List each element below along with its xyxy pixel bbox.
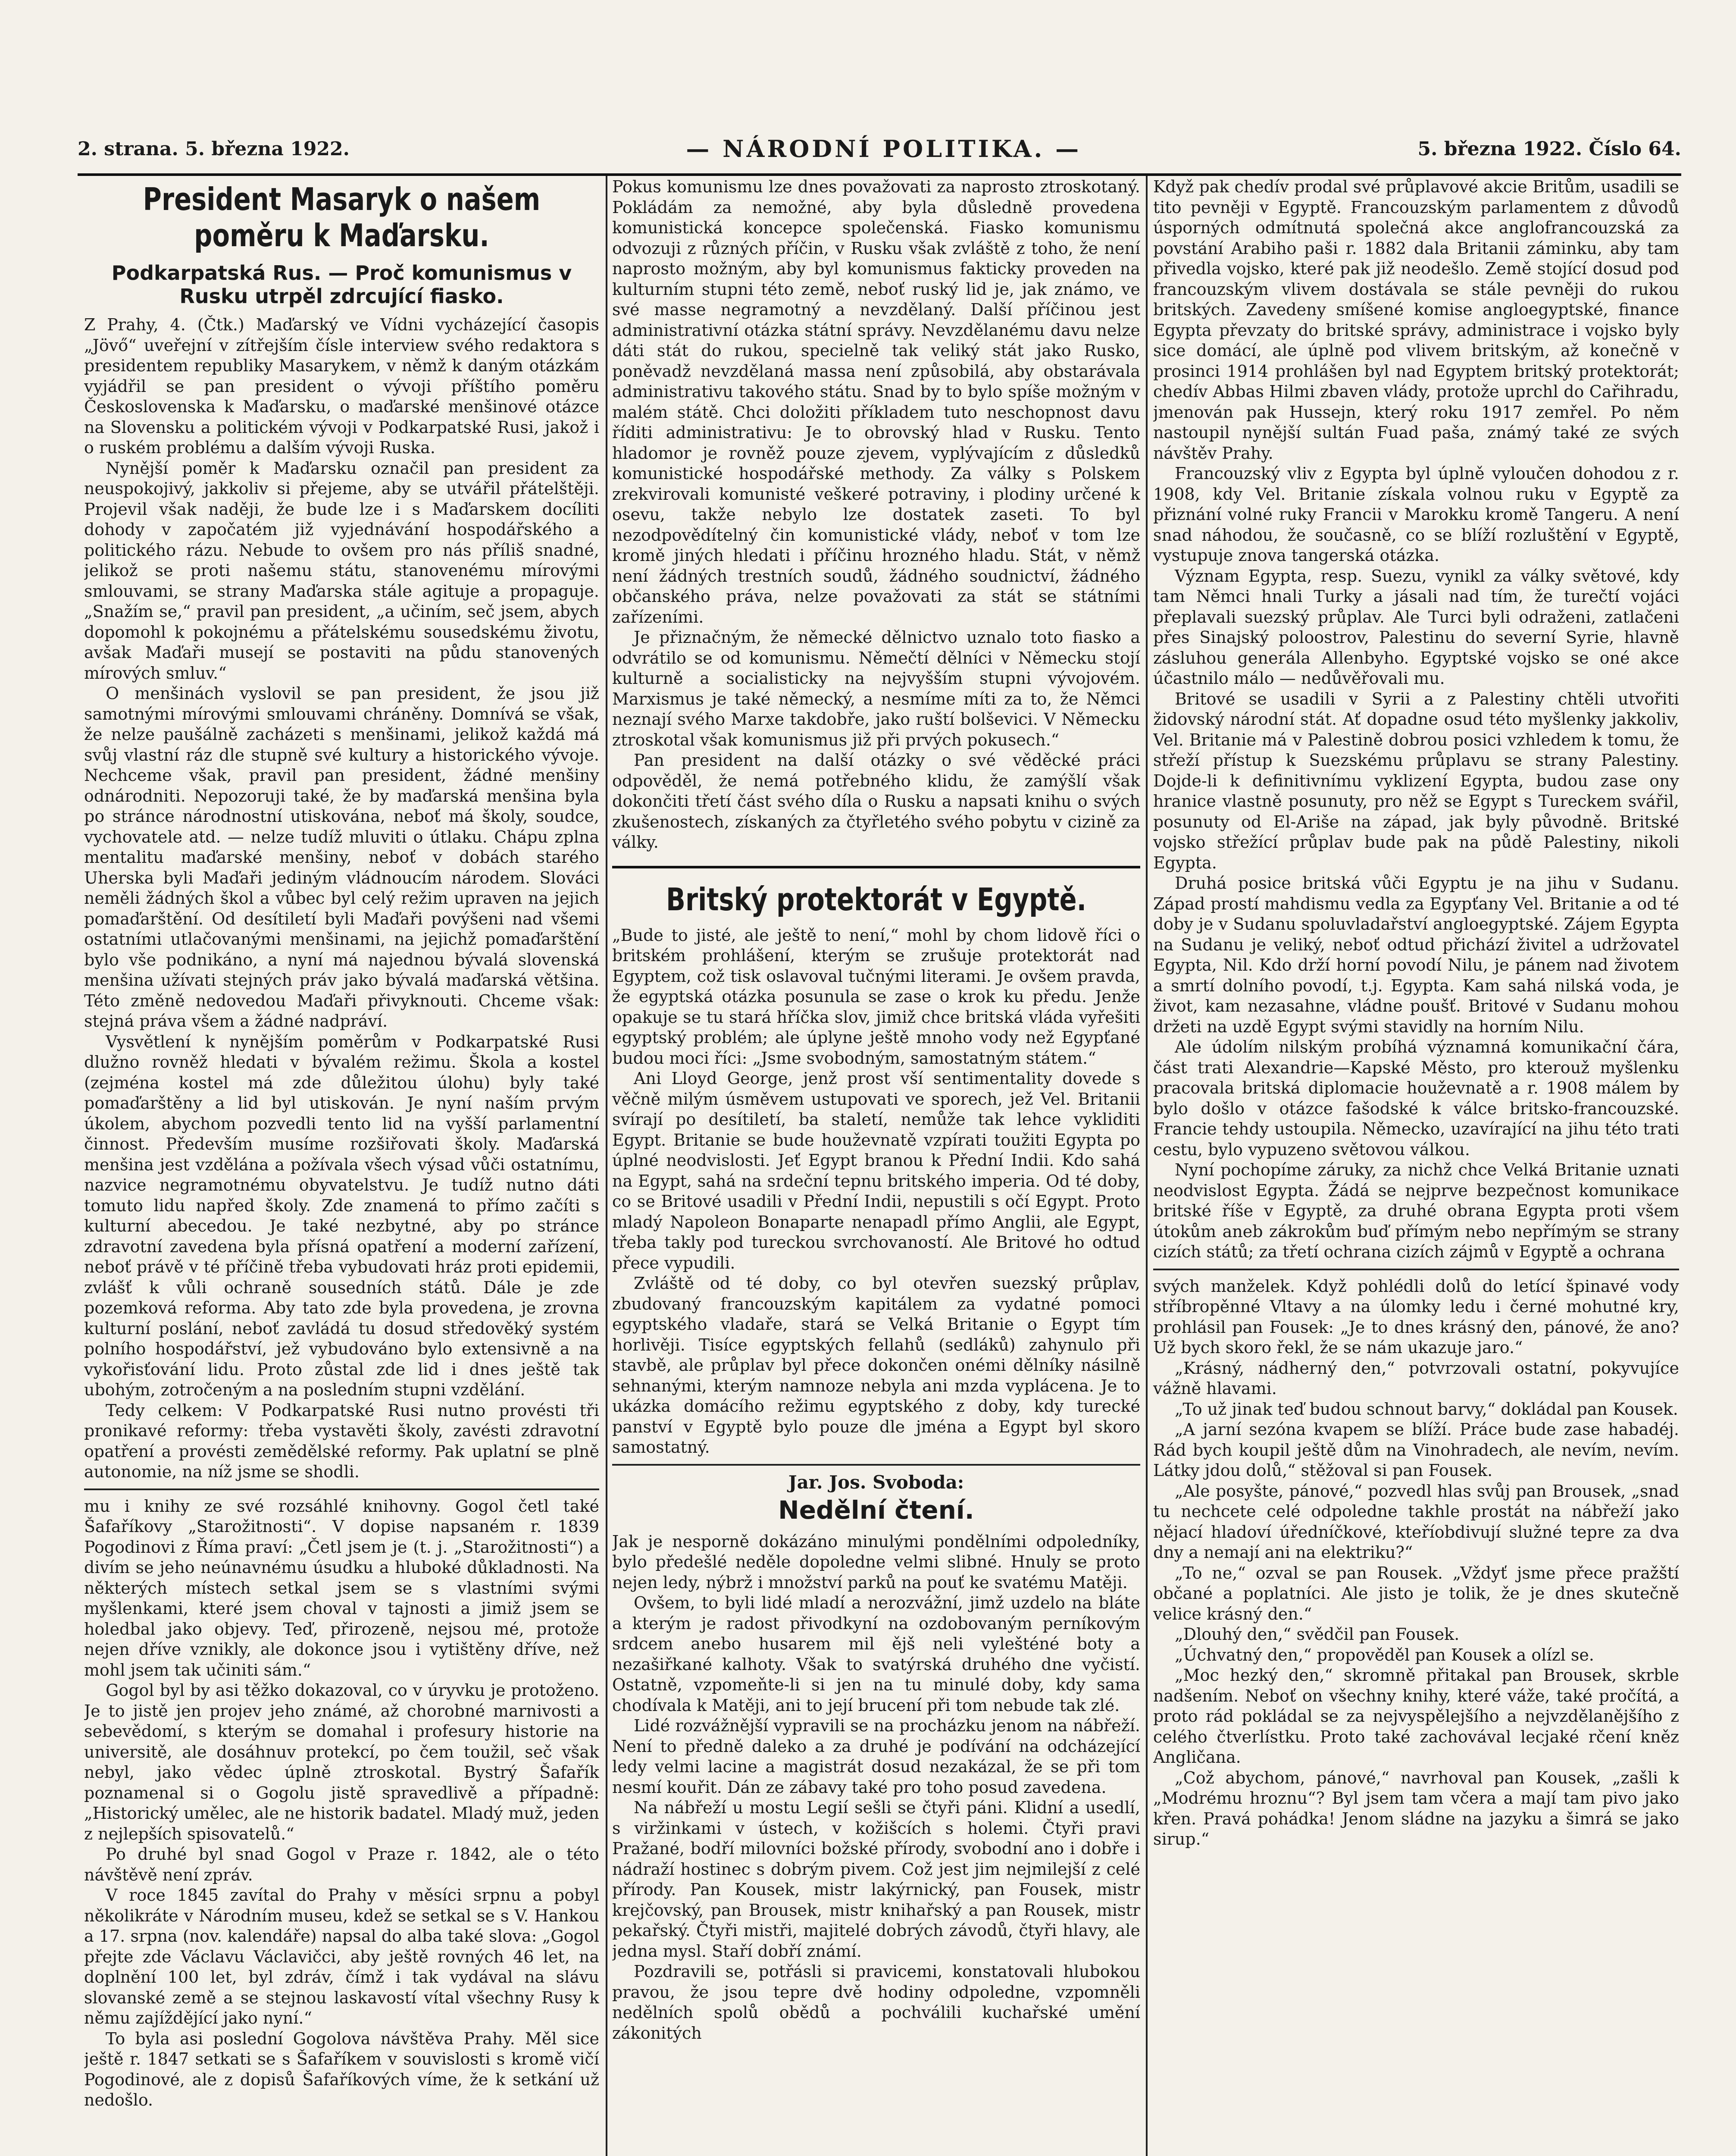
article-paragraph: Pozdravili se, potřásli si pravicemi, konstatovali hlubokou pravou, že jsou tepre dvě hodiny odpoledne, vzpomněli nedělních spolů obědů a pochválili kuchařské umění zákonitých <box>612 1962 1140 2043</box>
article-paragraph: Z Prahy, 4. (Čtk.) Maďarský ve Vídni vycházející časopis „Jövő“ uveřejní v zítřejším čísle interview svého redaktora s presidentem republiky Masarykem, v němž k daným otázkám vyjádřil se pan president o vývoji příštího poměru Československa k Maďarsku, o maďarské menšinové otázce na Slovensku a politickém vývoji v Podkarpatské Rusi, jakož i o ruském problému a dalším vývoji Ruska. <box>84 315 599 457</box>
article-paragraph: „Což abychom, pánové,“ navrhoval pan Kousek, „zašli k „Modrému hroznu“? Byl jsem tam včera a mají tam pivo jako křen. Pravá pohádka! Jenom sládne na jazyku a šimrá se jako sirup.“ <box>1153 1768 1679 1849</box>
newspaper-name: — NÁRODNÍ POLITIKA. — <box>686 135 1082 163</box>
article-title: President Masaryk o našem poměru k Maďarsku. <box>143 181 541 254</box>
article-paragraph: Francouzský vliv z Egypta byl úplně vyloučen dohodou z r. 1908, kdy Vel. Britanie získala volnou ruku v Egyptě za přiznání volné ruky Francii v Marokku kromě Tangeru. A není snad náhodou, že současně, co se blíží rozluštění v Egyptě, vystupuje znova tangerská otázka. <box>1153 464 1679 565</box>
section-rule <box>84 1489 599 1490</box>
article-title: Nedělní čtení. <box>778 1495 974 1525</box>
article-paragraph: „Moc hezký den,“ skromně přitakal pan Brousek, skrble nadšením. Neboť on všechny knihy, které váže, také pročítá, a proto rád pokládal se za nejvyspělejšího a nejvzdělanějšího z celého čtverlístku. Proto také zachovával lecjaké rčení kněz Angličana. <box>1153 1666 1679 1767</box>
article-paragraph: Druhá posice britská vůči Egyptu je na jihu v Sudanu. Západ prostí mahdismu vedla za Egypťany Vel. Britanie a od té doby je v Sudanu spoluvladařství angloegyptské. Zájem Egypta na Sudanu je veliký, neboť odtud přichází živitel a udržovatel Egypta, Nil. Kdo drží horní povodí Nilu, je pánem nad životem a smrtí dolního povodí, t.j. Egypta. Kam sahá nilská voda, je život, kam nezasahne, vládne poušť. Britové v Sudanu mohou držeti na uzdě Egypt svými stavidly na horním Nilu. <box>1153 874 1679 1036</box>
article-paragraph: mu i knihy ze své rozsáhlé knihovny. Gogol četl také Šafaříkovy „Starožitnosti“. V dopise napsaném r. 1839 Pogodinovi z Říma praví: „Četl jsem je (t. j. „Starožitnosti“) a divím se jeho neúnavnému úsudku a hluboké důkladnosti. Na některých místech setkal jsem se s vlastními svými myšlenkami, které jsem choval v tajnosti a jimiž jsem se holedbal jako objevy. Teď, přirozeně, nejsou mé, protože nejen dříve vznikly, ale dokonce jsou i vytištěny dříve, než mohl jsem tak učiniti sám.“ <box>84 1496 599 1680</box>
column-3 <box>1153 177 1679 2156</box>
article-paragraph: Britové se usadili v Syrii a z Palestiny chtěli utvořiti židovský národní stát. Ať dopadne osud této myšlenky jakkoliv, Vel. Britanie má v Palestině dobrou posici vzhledem k tomu, že střeží přístup k Suezskému průplavu se strany Palestiny. Dojde-li k definitivnímu vyklizení Egypta, budou zase ony hranice vlastně posunuty, pro něž se Egypt s Tureckem svářil, posunuty od El-Ariše na západ, jak byly původně. Britské vojsko střežící průplav bude pak na půdě Palestiny, nikoli Egypta. <box>1153 689 1679 872</box>
article-paragraph: Nyní pochopíme záruky, za nichž chce Velká Britanie uznati neodvislost Egypta. Žádá se nejprve bezpečnost komunikace britské říše v Egyptě, za druhé obrana Egypta proti všem útokům aneb zákrokům buď přímým nebo nepřímým se strany cizích států; za třetí ochrana cizích zájmů v Egyptě a ochrana <box>1153 1160 1679 1261</box>
article-paragraph: Nynější poměr k Maďarsku označil pan president za neuspokojivý, jakkoliv si přejeme, aby se utvářil přátelštěji. Projevil však naději, že bude lze i s Maďarskem docíliti dohody v započatém již vyjednávání hospodářského a politického rázu. Nebude to ovšem pro nás příliš snadné, jelikož se proti našemu státu, stanovenému mírovými smlouvami, se strany Maďarska stále agituje a propaguje. „Snažím se,“ pravil pan president, „a učiním, seč jsem, abych dopomohl k pokojnému a přátelskému sousedskému životu, avšak Maďaři musejí se postaviti na půdu stanovených mírových smluv.“ <box>84 458 599 683</box>
section-rule <box>612 1464 1140 1466</box>
article-title: Britský protektorát v Egyptě. <box>666 881 1087 918</box>
article-paragraph: „To ne,“ ozval se pan Rousek. „Vždyť jsme přece pražští občané a poplatníci. Ale jisto je tolik, že je dnes skutečně velice krásný den.“ <box>1153 1563 1679 1623</box>
section-rule <box>612 866 1140 868</box>
article-paragraph: „Ale posyšte, pánové,“ pozvedl hlas svůj pan Brousek, „snad tu nechcete celé odpoledne takhle prostát na nábřeží jako nějací hladoví úředníčkové, kteříobdivují služné tepre za dva dny a nemají ani na elektriku?“ <box>1153 1481 1679 1562</box>
column-divider <box>1146 176 1148 2156</box>
article-paragraph: O menšinách vyslovil se pan president, že jsou již samotnými mírovými smlouvami chráněny. Domnívá se však, že nelze paušálně zacházeti s menšinami, jelikož každá má svůj vlastní ráz dle stupně své kultury a historického vývoje. Nechceme však, pravil pan president, žádné menšiny odnárodniti. Nepozoruji také, že by maďarská menšina byla po stránce národnostní utiskována, neboť má školy, soudce, vychovatele atd. — nelze tudíž mluviti o útlaku. Chápu zplna mentalitu maďarské menšiny, neboť v dobách starého Uherska byli Maďaři jediným vládnoucím národem. Slováci neměli žádných škol a vůbec byl celý režim upraven na jejich pomaďarštění. Od desítiletí byli Maďaři povýšeni nad všemi ostatními utlačovanými menšinami, na jejichž pomaďarštění bylo vše podnikáno, a nyní má najednou bývalá slovenská menšina užívati stejných práv jako bývalá maďarská většina. Této změně nedovedou Maďaři přivyknouti. Chceme však: stejná práva všem a žádné nadpráví. <box>84 684 599 1031</box>
article-paragraph: Význam Egypta, resp. Suezu, vynikl za války světové, kdy tam Němci hnali Turky a jásali nad tím, že turečtí vojáci přeplavali suezský průplav. Ale Turci byli odraženi, zatlačeni přes Sinajský poloostrov, Palestinu do severní Syrie, hlavně zásluhou generála Allenbyho. Egyptské vojsko se oné akce účastnilo málo — nedůvěřovali mu. <box>1153 566 1679 688</box>
article-paragraph: Ovšem, to byli lidé mladí a nerozvážní, jimž uzdelo na bláte a kterým je radost přivodkyní na ozdobovaným perníkovým srdcem anebo husarem mil ějš neli vylešténé boty a nezašiřkané kalhoty. Však to svatýrská druhého dne vyčistí. Ostatně, vzpomeňte-li si jen na tu minulé doby, kdy sama chodívala k Matěji, ani to její brucení při tom nebude tak zlé. <box>612 1593 1140 1715</box>
article-paragraph: „A jarní sezóna kvapem se blíží. Práce bude zase habadéj. Rád bych koupil ještě dům na Vinohradech, ale nevím, nevím. Látky jdou dolů,“ stěžoval si pan Fousek. <box>1153 1420 1679 1480</box>
article-paragraph: Ani Lloyd George, jenž prost vší sentimentality dovede s věčně milým úsměvem ustupovati ve sporech, jež Vel. Britanii svírají po desítiletí, ba staletí, nemůže tak lehce vykliditi Egypt. Britanie se bude houževnatě vzpírati toužiti Egypta po úplné neodvislosti. Jeť Egypt branou k Přední Indii. Kdo sahá na Egypt, sahá na srdeční tepnu britského imperia. Od té doby, co se Britové usadili v Přední Indii, nepustili s očí Egypt. Proto mladý Napoleon Bonaparte nenapadl přímo Anglii, ale Egypt, třeba takly pod tureckou svrchovaností. Ale Britové ho odtud přece vypudili. <box>612 1069 1140 1272</box>
article-paragraph: Po druhé byl snad Gogol v Praze r. 1842, ale o této návštěvě není zpráv. <box>84 1845 599 1884</box>
column-1 <box>84 177 599 2156</box>
section-rule <box>1153 1269 1679 1270</box>
article-paragraph: Když pak chedív prodal své průplavové akcie Britům, usadili se tito pevněji v Egyptě. Francouzským parlamentem z důvodů úsporných odmítnutá společná akce anglofrancouzská za povstání Arabiho paši r. 1882 dala Britanii záminku, aby tam přivedla vojsko, které pak již neodešlo. Země stojící dosud pod francouzským vlivem dostávala se stále pevněji do rukou britských. Zavedeny smíšené komise angloegyptské, finance Egypta převzaty do britské správy, administrace i vojsko byly sice domácí, ale úplně pod vlivem britským, až konečně v prosinci 1914 prohlášen byl nad Egyptem britský protektorát; chedív Abbas Hilmi zbaven vlády, protože uprchl do Cařihradu, jmenován pak Hussejn, který roku 1917 zemřel. Po něm nastoupil nynější sultán Fuad paša, známý také ze svých návštěv Prahy. <box>1153 177 1679 463</box>
masthead-rule <box>78 173 1681 176</box>
issue-info: 5. března 1922. Číslo 64. <box>1417 138 1681 160</box>
article-paragraph: svých manželek. Když pohlédli dolů do letící špinavé vody stříbropěnné Vltavy a na úlomky ledu i černé mohutné kry, prohlásil pan Fousek: „Je to dnes krásný den, pánové, že ano? Už bych skoro řekl, že se nám ukazuje jaro.“ <box>1153 1276 1679 1357</box>
article-paragraph: „To už jinak teď budou schnout barvy,“ dokládal pan Kousek. <box>1175 1399 1678 1419</box>
article-paragraph: Jak je nesporně dokázáno minulými pondělními odpoledníky, bylo předešlé neděle dopoledne velmi slibné. Hnuly se proto nejen ledy, nýbrž i množství parků na pouť ke svatému Matěji. <box>612 1532 1140 1592</box>
article-paragraph: Tedy celkem: V Podkarpatské Rusi nutno provésti tři pronikavé reformy: třeba vystavěti školy, zavésti zdravotní opatření a provésti zemědělské reformy. Pak uplatní se plně autonomie, na níž jsme se shodli. <box>84 1401 599 1481</box>
article-paragraph: „Krásný, nádherný den,“ potvrzovali ostatní, pokyvujíce vážně hlavami. <box>1153 1358 1679 1398</box>
article-paragraph: To byla asi poslední Gogolova návštěva Prahy. Měl sice ještě r. 1847 setkati se s Šafaříkem v souvislosti s kromě vičí Pogodinové, ale z dopisů Šafaříkových víme, že k setkání už nedošlo. <box>84 2029 599 2109</box>
article-paragraph: Zvláště od té doby, co byl otevřen suezský průplav, zbudovaný francouzským kapitálem za vydatné pomoci egyptského vladaře, stará se Velká Britanie o Egypt tím horlivěji. Tisíce egyptských fellahů (sedláků) zahynulo při stavbě, ale průplav byl přece dokončen onémi dělníky násilně sehnanými, kterým namnoze nebyla ani mzda vyplácena. Je to ukázka domácího režimu egyptského z doby, kdy turecké panství v Egyptě bylo pouze dle jména a Egypt byl skoro samostatný. <box>612 1274 1140 1457</box>
article-paragraph: Pan president na další otázky o své věděcké práci odpověděl, že nemá potřebného klidu, že zamýšlí však dokončiti třetí část svého díla o Rusku a napsati knihu o svých zkušenostech, získaných za čtyřletého svého pobytu v cizině za války. <box>612 751 1140 852</box>
column-2 <box>612 177 1140 2156</box>
page-info: 2. strana. 5. března 1922. <box>78 138 350 160</box>
article-paragraph: „Bude to jisté, ale ještě to není,“ mohl by chom lidově říci o britském prohlášení, kterým se zrušuje protektorát nad Egyptem, což tisk oslavoval tučnými literami. Je ovšem pravda, že egyptská otázka posunula se zase o krok ku předu. Jenže opakuje se tu stará hříčka slov, jimiž chce britská vláda vyřešiti egyptský problém; ale úplyne ještě mnoho vody než Egypťané budou moci říci: „Jsme svobodným, samostatným státem.“ <box>612 925 1140 1068</box>
column-divider <box>606 176 607 2156</box>
article-byline: Jar. Jos. Svoboda: <box>788 1471 964 1493</box>
article-paragraph: Ale údolím nilským probíhá významná komunikační čára, část trati Alexandrie—Kapské Město, pro kterouž myšlenku pracovala britská diplomacie houževnatě a r. 1908 málem by bylo došlo v otázce fašodské k válce britsko-francouzské. Francie tehdy ustoupila. Německo, uzavírající na jihu této trati cestu, bylo vypuzeno světovou válkou. <box>1153 1037 1679 1159</box>
article-paragraph: Na nábřeží u mostu Legií sešli se čtyři páni. Klidní a usedlí, s viržinkami v ústech, v kožišcích s holemi. Čtyři pravi Pražané, bodří milovníci božské přírody, svobodní ano i dobře i nádraží hostinec s dobrým pivem. Což jest jim nejmilejší z celé přírody. Pan Kousek, mistr lakýrnický, pan Fousek, mistr krejčovský, pan Brousek, mistr knihařský a pan Rousek, mistr pekařský. Čtyři mistři, majitelé dobrých závodů, čtyři hlavy, ale jedna mysl. Staří dobří známí. <box>612 1798 1140 1961</box>
article-paragraph: V roce 1845 zavítal do Prahy v měsíci srpnu a pobyl několikráte v Národním museu, kdež se setkal se s V. Hankou a 17. srpna (nov. kalendáře) napsal do alba také slova: „Gogol přejte zde Václavu Václavičci, aby ještě rovných 46 let, na doplnění 100 let, byl zdráv, čímž i tak vydával na slávu slovanské země a se stejnou laskavostí vítal všechny Rusy k němu zajíždějící jako nyní.“ <box>84 1886 599 2028</box>
article-paragraph: Je přiznačným, že německé dělnictvo uznalo toto fiasko a odvrátilo se od komunismu. Němečtí dělníci v Německu stojí kulturně a socialisticky na nejvyšším stupni vývojovém. Marxismus je také německý, a nesmíme míti za to, že Němci neznají svého Marxe takdobře, jako ruští bolševici. V Německu ztroskotal však komunismus již při prvých pokusech.“ <box>612 628 1140 749</box>
article-paragraph: „Úchvatný den,“ propověděl pan Kousek a olízl se. <box>1175 1645 1594 1664</box>
article-paragraph: „Dlouhý den,“ svědčil pan Fousek. <box>1175 1625 1460 1644</box>
article-subtitle: Podkarpatská Rus. — Proč komunismus v Rusku utrpěl zdrcující fiasko. <box>111 261 572 308</box>
masthead <box>78 125 1681 172</box>
article-paragraph: Lidé rozvážnější vypravili se na procházku jenom na nábřeží. Není to předně daleko a za druhé je podívání na odcházející ledy velmi lacine a magistrát dosud nezakázal, že se při tom nesmí kouřit. Dán ze zábavy také pro toho posud zavedena. <box>612 1716 1140 1797</box>
article-paragraph: Vysvětlení k nynějším poměrům v Podkarpatské Rusi dlužno rovněž hledati v bývalém režimu. Škola a kostel (zejména kostel má zde důležitou úlohu) byly také pomaďarštěny a lid byl utiskován. Je nyní naším prvým úkolem, abychom pozvedli tento lid na vyšší parlamentní činnost. Především musíme rozšiřovati školy. Maďarská menšina jest vzdělána a požívala všech výsad vůči ostatnímu, nazvice negramotnému obyvatelstvu. Je tudíž nutno dáti tomuto lidu napřed školy. Zde znamená to přímo začíti s kulturní abecedou. Je také nezbytné, aby po stránce zdravotní zavedena byla přísná opatření a moderní zařízení, neboť právě v té příčině třeba vybudovati hráz proti epidemii, zvlášť k vůli ochraně sousedních států. Dále je zde pozemková reforma. Aby tato zde byla provedena, je zrovna kulturní poslání, neboť zavládá tu dosud středověký systém polního hospodářství, jež vybudováno bylo extensivně a na vykořisťování lidu. Proto zůstal zde lid i dnes ještě tak ubohým, zotročeným a na posledním stupni vzdělání. <box>84 1032 599 1399</box>
article-paragraph: Gogol byl by asi těžko dokazoval, co v úryvku je protoženo. Je to jistě jen projev jeho známé, až chorobné marnivosti a sebevědomí, s kterým se domahal i profesury historie na universitě, ale dosáhnuv protekcí, po čem toužil, seč však nebyl, jako vědec úplně ztroskotal. Bystrý Šafařík poznamenal si o Gogolu jistě spravedlivě a případně: „Historický umělec, ale ne historik badatel. Mladý muž, jeden z nejlepších spisovatelů.“ <box>84 1681 599 1843</box>
article-paragraph: Pokus komunismu lze dnes považovati za naprosto ztroskotaný. Pokládám za nemožné, aby byla důsledně provedena komunistická koncepce společenská. Fiasko komunismu odvozuji z různých příčin, v Rusku však zvláště z toho, že není naprosto možným, aby byl komunismus fakticky proveden na kulturním stupni této země, neboť ruský lid je, jak známo, ve své masse negramotný a nevzdělaný. Další příčinou jest administrativní otázka státní správy. Nevzdělanému davu nelze dáti stát do rukou, specielně tak veliký stát jako Rusko, poněvadž nevzdělaná massa není způsobilá, aby obstarávala administrativu takového státu. Snad by to bylo spíše možným v malém státě. Chci doložiti příkladem tuto neschopnost davu říditi administrativu: Je to obrovský hlad v Rusku. Tento hladomor je rovněž pouze zjevem, vyplývajícím z důsledků komunistické hospodářské methody. Za války s Polskem zrekvirovali komunisté veškeré potraviny, i plodiny určené k osevu, takže nebylo lze dostatek zaseti. To byl nezodpovědítelný čin komunistické vlády, neboť v tom lze kromě jiných hledati i příčinu hrozného hladu. Stát, v němž není žádných trestních soudů, žádného soudnictví, žádného občanského práva, nelze považovati za stát se státními zařízeními. <box>612 177 1140 627</box>
